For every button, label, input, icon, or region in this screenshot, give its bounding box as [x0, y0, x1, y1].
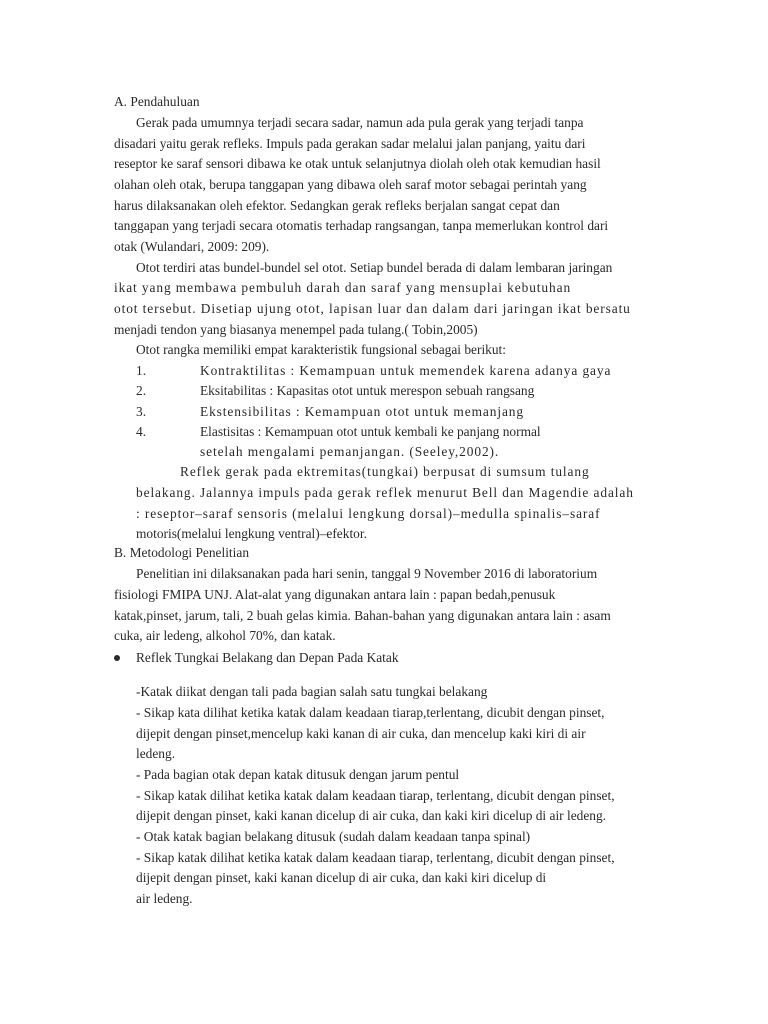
bullet-icon: [114, 655, 120, 661]
paragraph-line: ikat yang membawa pembuluh darah dan saraf yang mensuplai kebutuhan: [114, 280, 572, 295]
list-item: Kontraktilitas : Kemampuan untuk memendek karena adanya gaya: [200, 363, 612, 378]
list-item: Ekstensibilitas : Kemampuan otot untuk memanjang: [200, 404, 524, 419]
list-item: Eksitabilitas : Kapasitas otot untuk merespon sebuah rangsang: [200, 383, 535, 398]
bullet-item: Reflek Tungkai Belakang dan Depan Pada Katak: [136, 650, 399, 665]
paragraph-line: tanggapan yang terjadi secara otomatis terhadap rangsangan, tanpa memerlukan kontrol dari: [114, 218, 609, 233]
step-line: dijepit dengan pinset,mencelup kaki kanan di air cuka, dan mencelup kaki kiri di air: [136, 726, 586, 741]
paragraph-line: motoris(melalui lengkung ventral)–efektor.: [136, 526, 367, 541]
step-line: dijepit dengan pinset, kaki kanan dicelup di air cuka, dan kaki kiri dicelup di: [136, 870, 547, 885]
step-line: - Otak katak bagian belakang ditusuk (sudah dalam keadaan tanpa spinal): [136, 829, 531, 844]
list-item: Elastisitas : Kemampuan otot untuk kembali ke panjang normal: [200, 424, 541, 439]
paragraph-line: disadari yaitu gerak refleks. Impuls pada gerakan sadar melalui jalan panjang, yaitu dari: [114, 136, 586, 151]
paragraph-line: olahan oleh otak, berupa tanggapan yang dibawa oleh saraf motor sebagai perintah yang: [114, 177, 587, 192]
paragraph-line: : reseptor–saraf sensoris (melalui lengkung dorsal)–medulla spinalis–saraf: [136, 506, 601, 521]
paragraph-line: Otot terdiri atas bundel-bundel sel otot. Setiap bundel berada di dalam lembaran jaringan: [136, 260, 613, 275]
step-line: air ledeng.: [136, 891, 193, 906]
paragraph-line: Gerak pada umumnya terjadi secara sadar, namun ada pula gerak yang terjadi tanpa: [136, 115, 584, 130]
step-line: - Sikap katak dilihat ketika katak dalam keadaan tiarap, terlentang, dicubit dengan pinset,: [136, 850, 615, 865]
step-line: - Pada bagian otak depan katak ditusuk dengan jarum pentul: [136, 767, 460, 782]
section-b-heading: B. Metodologi Penelitian: [114, 545, 250, 560]
step-line: - Sikap katak dilihat ketika katak dalam keadaan tiarap, terlentang, dicubit dengan pinset,: [136, 788, 615, 803]
step-line: dijepit dengan pinset, kaki kanan dicelup di air cuka, dan kaki kiri dicelup di air ledeng.: [136, 808, 607, 823]
paragraph-line: menjadi tendon yang biasanya menempel pada tulang.( Tobin,2005): [114, 322, 478, 337]
paragraph-line: cuka, air ledeng, alkohol 70%, dan katak.: [114, 628, 336, 643]
paragraph-line: Otot rangka memiliki empat karakteristik fungsional sebagai berikut:: [136, 342, 507, 357]
list-number: 3.: [136, 404, 147, 419]
paragraph-line: Penelitian ini dilaksanakan pada hari senin, tanggal 9 November 2016 di laboratorium: [136, 566, 598, 581]
paragraph-line: harus dilaksanakan oleh efektor. Sedangkan gerak refleks berjalan sangat cepat dan: [114, 198, 560, 213]
paragraph-line: fisiologi FMIPA UNJ. Alat-alat yang digunakan antara lain : papan bedah,penusuk: [114, 587, 556, 602]
list-item-continuation: setelah mengalami pemanjangan. (Seeley,2002).: [200, 444, 500, 459]
step-line: - Sikap kata dilihat ketika katak dalam keadaan tiarap,terlentang, dicubit dengan pinset,: [136, 705, 605, 720]
list-number: 2.: [136, 383, 147, 398]
paragraph-line: Reflek gerak pada ektremitas(tungkai) berpusat di sumsum tulang: [180, 464, 590, 479]
step-line: ledeng.: [136, 746, 176, 761]
section-a-heading: A. Pendahuluan: [114, 94, 200, 109]
paragraph-line: otak (Wulandari, 2009: 209).: [114, 239, 270, 254]
paragraph-line: katak,pinset, jarum, tali, 2 buah gelas kimia. Bahan-bahan yang digunakan antara lain : asam: [114, 608, 611, 623]
paragraph-line: belakang. Jalannya impuls pada gerak reflek menurut Bell dan Magendie adalah: [136, 485, 634, 500]
paragraph-line: reseptor ke saraf sensori dibawa ke otak untuk selanjutnya diolah oleh otak kemudian hasil: [114, 156, 601, 171]
paragraph-line: otot tersebut. Disetiap ujung otot, lapisan luar dan dalam dari jaringan ikat bersatu: [114, 301, 631, 316]
list-number: 1.: [136, 363, 147, 378]
step-line: -Katak diikat dengan tali pada bagian salah satu tungkai belakang: [136, 684, 488, 699]
list-number: 4.: [136, 424, 147, 439]
